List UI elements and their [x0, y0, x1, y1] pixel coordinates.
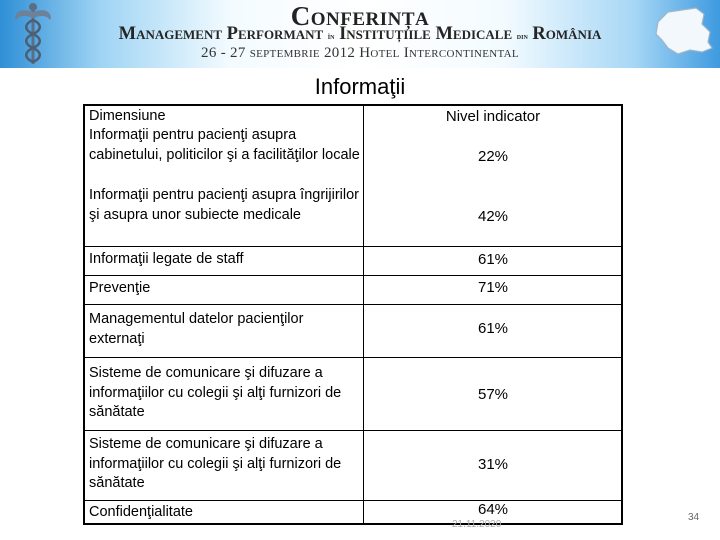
row-dimension: Informaţii pentru pacienţi asupra cabinetului, politicilor şi a facilităţilor locale — [89, 127, 360, 163]
row-level: 71% — [477, 279, 509, 296]
table-row — [85, 247, 621, 275]
banner-subtitle-part-2: Instituțiile Medicale — [339, 24, 513, 44]
banner-subtitle-part-1: Management Performant — [118, 24, 324, 44]
row-level: 31% — [477, 456, 509, 473]
row-dimension: Sisteme de comunicare şi difuzare a informaţiilor cu colegii şi alţi furnizori de sănătate — [89, 436, 342, 492]
page-number: 34 — [688, 512, 700, 523]
table-row — [85, 431, 621, 501]
row-dimension: Prevenţie — [89, 280, 151, 296]
row-level: 57% — [477, 386, 509, 403]
header-level: Nivel indicator — [445, 108, 541, 125]
table-row — [85, 501, 621, 523]
footer-date: 21.11.2020 — [452, 519, 502, 530]
banner-conference-title: Conferința — [290, 1, 430, 31]
banner-date-venue: 26 - 27 septembrie 2012 Hotel Intercontinental — [201, 45, 519, 61]
table-row — [85, 276, 621, 304]
table-row — [85, 126, 621, 186]
table-row — [85, 305, 621, 357]
row-level: 42% — [477, 208, 509, 225]
banner-subtitle-din: din — [516, 31, 528, 41]
table-row — [85, 358, 621, 430]
conference-banner — [0, 0, 720, 68]
header-dimension: Dimensiune — [89, 108, 166, 124]
row-dimension: Informaţii pentru pacienţi asupra îngrijirilor şi asupra unor subiecte medicale — [89, 187, 359, 223]
row-level: 61% — [477, 320, 509, 337]
banner-conference-subtitle — [58, 24, 662, 45]
row-dimension: Confidenţialitate — [89, 504, 193, 520]
slide-title: Informaţii — [314, 74, 406, 99]
row-dimension: Managementul datelor pacienţilor externaţi — [89, 311, 304, 347]
row-level: 64% — [477, 501, 509, 518]
row-dimension: Sisteme de comunicare şi difuzare a informaţiilor cu colegii şi alţi furnizori de sănătate — [89, 365, 342, 421]
indicator-table — [83, 104, 623, 525]
banner-subtitle-part-3: România — [532, 24, 602, 44]
row-level: 22% — [477, 148, 509, 165]
row-level: 61% — [477, 251, 509, 268]
table-row — [85, 186, 621, 246]
table-header-row — [85, 106, 621, 126]
row-dimension: Informaţii legate de staff — [89, 251, 244, 267]
banner-subtitle-in: în — [327, 31, 335, 41]
